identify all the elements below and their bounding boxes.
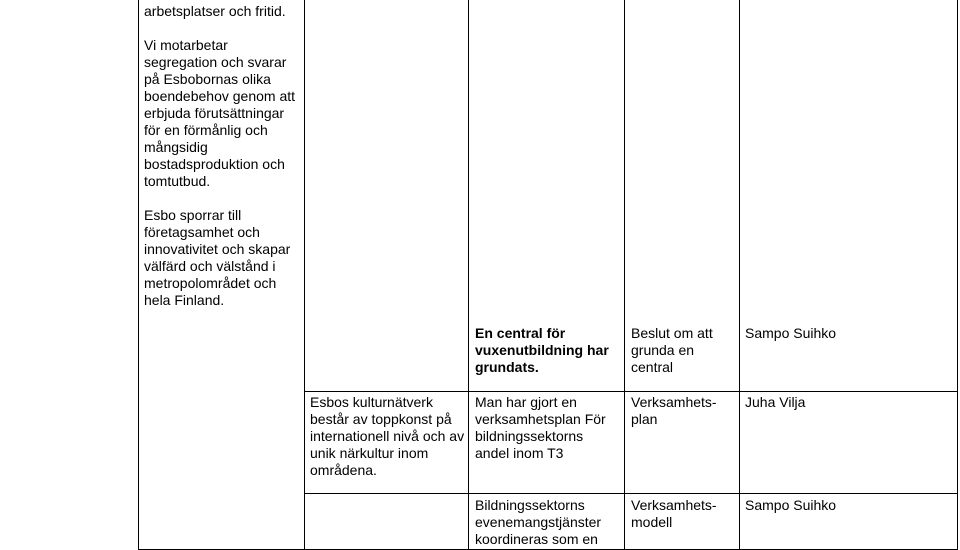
goal-cell: Esbos kulturnätverk består av toppkonst på internationell nivå och av unik närkultur inom områdena. bbox=[310, 394, 465, 478]
goal-paragraph: Esbo sporrar till företagsamhet och innovativitet och skapar välfärd och välstånd i metropolområdet och hela Finland. bbox=[144, 207, 291, 308]
measure-cell: Man har gjort en verksamhetsplan För bildningssektorns andel inom T3 bbox=[475, 394, 606, 461]
table-border bbox=[957, 0, 958, 550]
table-border bbox=[138, 0, 139, 550]
table-border bbox=[304, 493, 958, 494]
goal-paragraph: Vi motarbetar segregation och svarar på Esbobornas olika boendebehov genom att erbjuda förutsättningar för en förmånlig och mångsidig bostadsproduktion och tomtutbud. bbox=[144, 37, 296, 189]
table-border bbox=[304, 0, 305, 550]
indicator-cell: Beslut om att grunda en central bbox=[631, 325, 713, 375]
goal-description-cell bbox=[144, 3, 302, 309]
table-border bbox=[468, 0, 469, 550]
indicator-cell: Verksamhets-modell bbox=[631, 497, 717, 530]
goal-paragraph: arbetsplatser och fritid. bbox=[144, 3, 286, 19]
responsible-cell: Sampo Suihko bbox=[745, 325, 837, 341]
measure-cell: Bildningssektorns evenemangstjänster koordineras som en bbox=[475, 497, 602, 547]
responsible-cell: Juha Vilja bbox=[745, 394, 806, 410]
measure-cell: En central för vuxenutbildning har grundats. bbox=[475, 325, 609, 375]
table-border bbox=[739, 0, 740, 550]
table-border bbox=[304, 391, 958, 392]
indicator-cell: Verksamhets-plan bbox=[631, 394, 717, 427]
table-border bbox=[624, 0, 625, 550]
responsible-cell: Sampo Suihko bbox=[745, 497, 837, 513]
